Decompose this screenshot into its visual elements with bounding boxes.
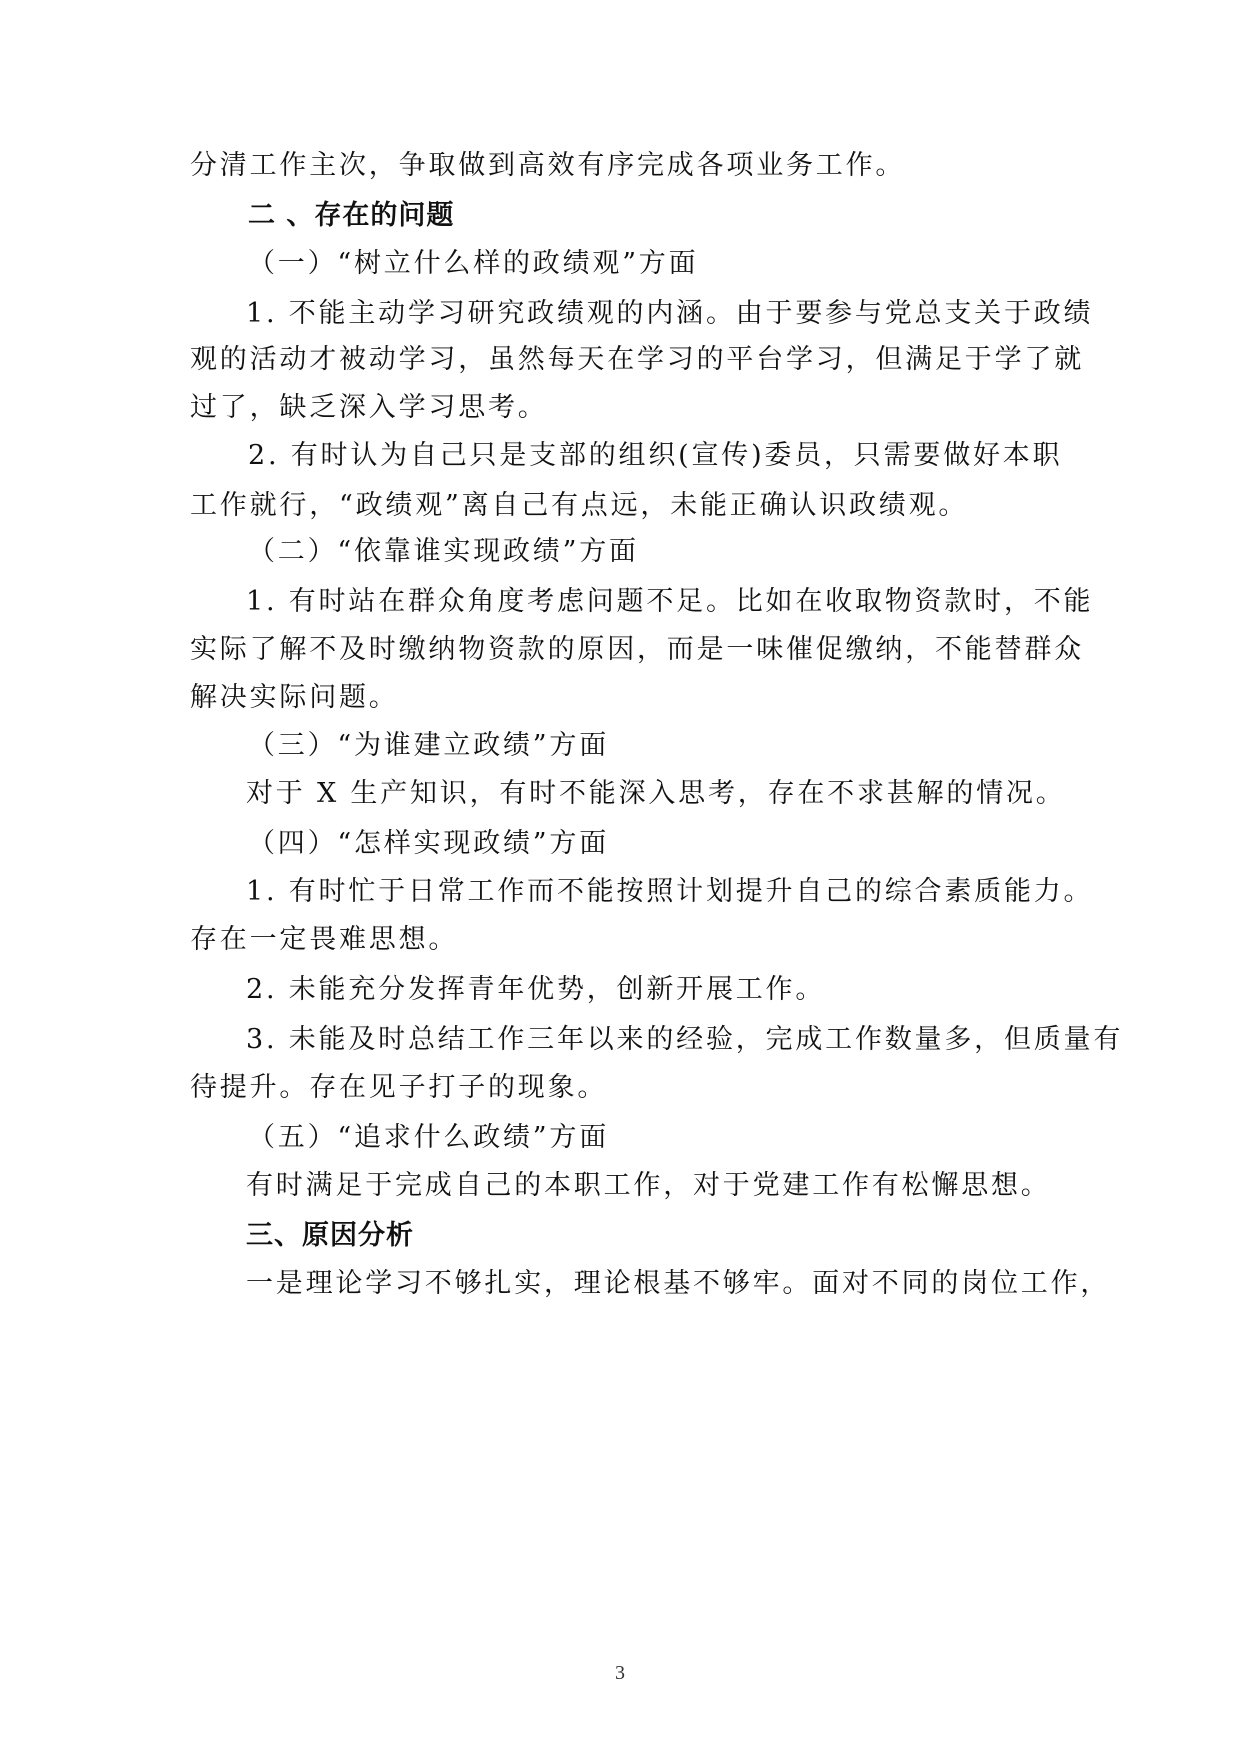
subsection-heading-3: （三）“为谁建立政绩”方面 [248, 730, 610, 761]
text-line: 3. 未能及时总结工作三年以来的经验，完成工作数量多，但质量有 [246, 1024, 1124, 1055]
text-line: 观的活动才被动学习，虽然每天在学习的平台学习，但满足于学了就 [190, 344, 1084, 375]
subsection-heading-1: （一）“树立什么样的政绩观”方面 [248, 248, 699, 279]
text-line: 2. 有时认为自己只是支部的组织(宣传)委员，只需要做好本职 [248, 440, 1063, 471]
text-line: 分清工作主次，争取做到高效有序完成各项业务工作。 [190, 150, 906, 181]
text-line: 解决实际问题。 [190, 682, 399, 713]
text-line: 工作就行，“政绩观”离自己有点远，未能正确认识政绩观。 [190, 490, 969, 521]
subsection-heading-2: （二）“依靠谁实现政绩”方面 [248, 536, 639, 567]
text-line: 过了，缺乏深入学习思考。 [190, 392, 548, 423]
text-line: 1. 不能主动学习研究政绩观的内涵。由于要参与党总支关于政绩 [246, 298, 1094, 329]
page-number: 3 [615, 1662, 625, 1684]
text-line: 待提升。存在见子打子的现象。 [190, 1072, 608, 1103]
text-line: 实际了解不及时缴纳物资款的原因，而是一味催促缴纳，不能替群众 [190, 634, 1084, 665]
text-line: 一是理论学习不够扎实，理论根基不够牢。面对不同的岗位工作， [246, 1268, 1111, 1299]
section-heading-causes: 三、原因分析 [246, 1220, 414, 1251]
text-line: 2. 未能充分发挥青年优势，创新开展工作。 [246, 974, 826, 1005]
text-line: 对于 X 生产知识，有时不能深入思考，存在不求甚解的情况。 [246, 778, 1066, 809]
subsection-heading-5: （五）“追求什么政绩”方面 [248, 1122, 610, 1153]
text-line: 1. 有时忙于日常工作而不能按照计划提升自己的综合素质能力。 [246, 876, 1094, 907]
text-line: 存在一定畏难思想。 [190, 924, 459, 955]
subsection-heading-4: （四）“怎样实现政绩”方面 [248, 828, 610, 859]
text-line: 1. 有时站在群众角度考虑问题不足。比如在收取物资款时，不能 [246, 586, 1094, 617]
section-heading-problems: 二 、存在的问题 [248, 200, 455, 231]
text-line: 有时满足于完成自己的本职工作，对于党建工作有松懈思想。 [246, 1170, 1051, 1201]
